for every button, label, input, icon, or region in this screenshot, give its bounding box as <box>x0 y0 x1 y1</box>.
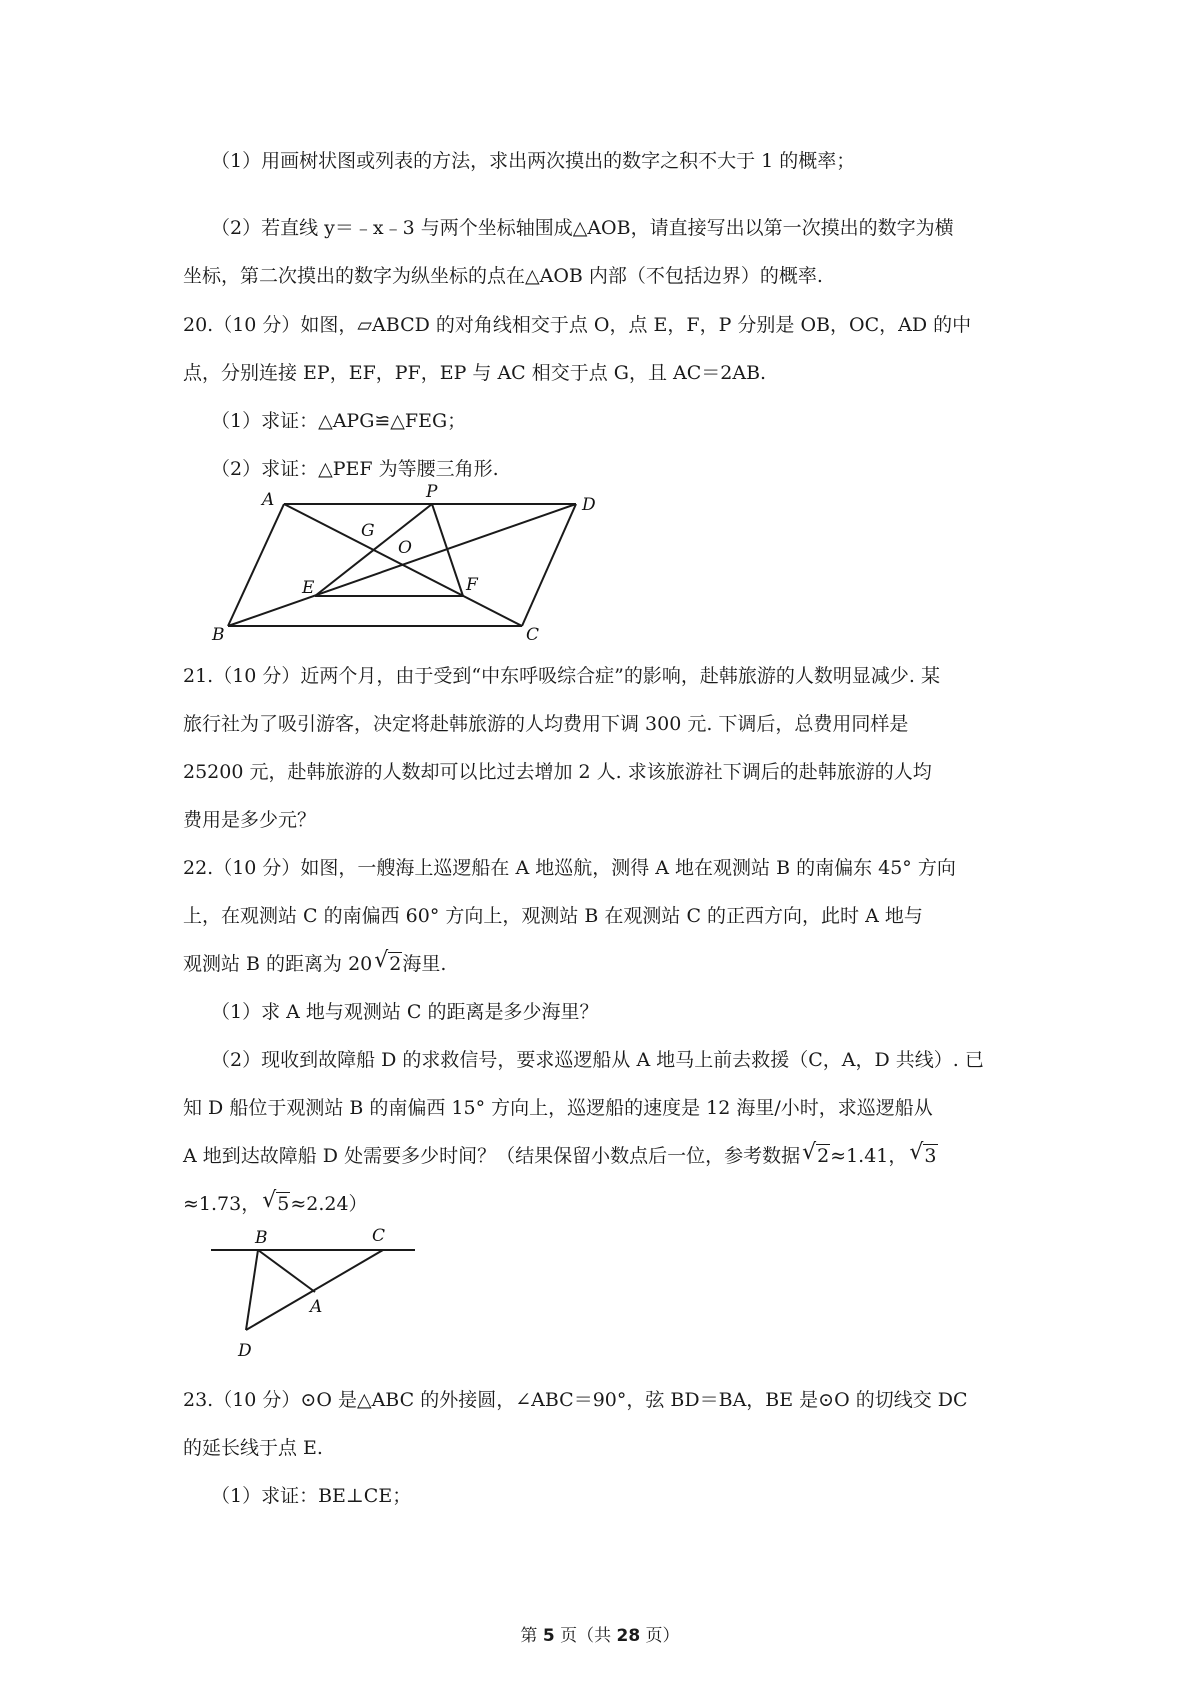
diagonal-bd <box>228 504 576 626</box>
label-b: B <box>212 625 225 645</box>
q22-stem-line2: 上，在观测站 C 的南偏西 60° 方向上，观测站 B 在观测站 C 的正西方向，此时 A 地与 <box>183 905 923 927</box>
segment-cd <box>246 1250 383 1330</box>
edge-ab <box>228 504 284 626</box>
q23-stem-line2: 的延长线于点 E. <box>183 1437 323 1459</box>
sqrt-2: √ 2 <box>374 950 402 978</box>
label-c: C <box>526 625 540 645</box>
q22-part2-line2: 知 D 船位于观测站 B 的南偏西 15° 方向上，巡逻船的速度是 12 海里/小时，求巡逻船从 <box>183 1097 933 1119</box>
q20-stem-line1: 20.（10 分）如图，▱ABCD 的对角线相交于点 O，点 E，F，P 分别是 OB，OC，AD 的中 <box>183 314 972 336</box>
q19-part2-line2: 坐标，第二次摸出的数字为纵坐标的点在△AOB 内部（不包括边界）的概率. <box>183 265 823 287</box>
label-g: G <box>361 521 375 541</box>
label-o: O <box>398 538 412 558</box>
edge-cd <box>522 504 576 626</box>
q22-stem-line1: 22.（10 分）如图，一艘海上巡逻船在 A 地巡航，测得 A 地在观测站 B 的南偏东 45° 方向 <box>183 857 956 879</box>
q20-stem-line2: 点，分别连接 EP，EF，PF，EP 与 AC 相交于点 G，且 AC＝2AB. <box>183 362 767 384</box>
q20-part2: （2）求证：△PEF 为等腰三角形. <box>211 458 499 480</box>
q23-part1: （1）求证：BE⊥CE； <box>211 1485 412 1507</box>
q19-part1: （1）用画树状图或列表的方法，求出两次摸出的数字之积不大于 1 的概率； <box>211 150 856 172</box>
observation-figure <box>200 1220 430 1365</box>
q22-part1: （1）求 A 地与观测站 C 的距离是多少海里？ <box>211 1001 599 1023</box>
q21-line4: 费用是多少元？ <box>183 809 317 831</box>
q22-part2-line3: A 地到达故障船 D 处需要多少时间？（结果保留小数点后一位，参考数据√ 2≈1.41，√ 3 <box>183 1142 938 1170</box>
label-a: A <box>262 490 275 510</box>
label-f: F <box>466 575 478 595</box>
sqrt-3: √ 3 <box>909 1142 937 1170</box>
label-e: E <box>302 578 315 598</box>
page-footer: 第 5 页（共 28 页） <box>520 1626 680 1646</box>
q21-line1: 21.（10 分）近两个月，由于受到“中东呼吸综合症”的影响，赴韩旅游的人数明显减少. 某 <box>183 665 940 687</box>
q20-part1: （1）求证：△APG≌△FEG； <box>211 410 467 432</box>
segment-ep <box>315 504 432 596</box>
label-c: C <box>372 1226 386 1246</box>
label-d: D <box>582 495 596 515</box>
label-d: D <box>238 1341 252 1361</box>
q19-part2-line1: （2）若直线 y＝﹣x﹣3 与两个坐标轴围成△AOB，请直接写出以第一次摸出的数字为横 <box>211 217 954 239</box>
q23-stem-line1: 23.（10 分）⊙O 是△ABC 的外接圆，∠ABC＝90°，弦 BD＝BA，BE 是⊙O 的切线交 DC <box>183 1389 968 1411</box>
segment-bd <box>246 1250 258 1330</box>
label-p: P <box>426 482 438 502</box>
sqrt-2: √ 2 <box>802 1142 830 1170</box>
q22-stem-line3: 观测站 B 的距离为 20√ 2海里. <box>183 950 446 978</box>
page-total: 28 <box>616 1626 641 1646</box>
sqrt-5: √ 5 <box>262 1190 290 1218</box>
q22-part2-line1: （2）现收到故障船 D 的求救信号，要求巡逻船从 A 地马上前去救援（C，A，D 共线）. 已 <box>211 1049 984 1071</box>
q21-line2: 旅行社为了吸引游客，决定将赴韩旅游的人均费用下调 300 元. 下调后，总费用同样是 <box>183 713 909 735</box>
segment-ba <box>258 1250 315 1292</box>
q21-line3: 25200 元，赴韩旅游的人数却可以比过去增加 2 人. 求该旅游社下调后的赴韩旅游的人均 <box>183 761 932 783</box>
label-b: B <box>255 1228 268 1248</box>
label-a: A <box>310 1297 323 1317</box>
q22-part2-line4: ≈1.73，√ 5≈2.24） <box>183 1190 368 1218</box>
page-number: 5 <box>542 1626 555 1646</box>
parallelogram-figure <box>190 480 610 650</box>
